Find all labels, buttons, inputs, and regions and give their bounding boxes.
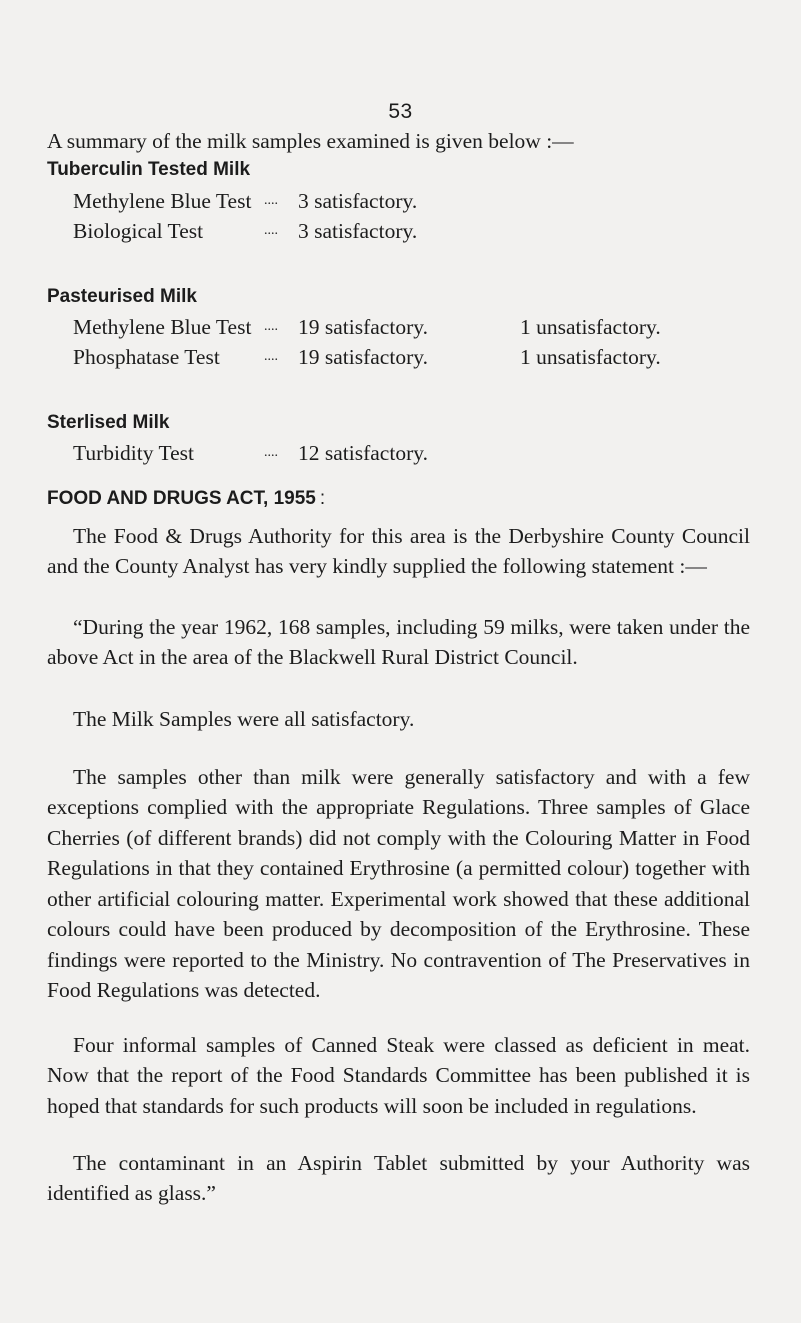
paragraph-aspirin: The contaminant in an Aspirin Tablet submitted by your Authority was identified as glass.” bbox=[47, 1150, 750, 1205]
unsatisfactory-count: 1 unsatisfactory. bbox=[520, 315, 661, 339]
results-row bbox=[0, 312, 801, 342]
leader-dots: .... bbox=[264, 349, 278, 364]
results-row bbox=[0, 342, 801, 372]
section-heading-tuberculin: Tuberculin Tested Milk bbox=[47, 159, 251, 180]
paragraph-canned-steak: Four informal samples of Canned Steak were classed as deficient in meat. Now that the report of the Food Standards Committee has been published it is hoped that standards for such products will soon be included in regulations. bbox=[47, 1032, 750, 1118]
results-row bbox=[0, 216, 801, 246]
test-name: Methylene Blue Test bbox=[73, 315, 252, 339]
intro-text: A summary of the milk samples examined is given below :— bbox=[47, 129, 574, 153]
leader-dots: .... bbox=[264, 319, 278, 334]
act-heading bbox=[47, 486, 325, 512]
page-number: 53 bbox=[388, 100, 413, 123]
section-heading-sterlised: Sterlised Milk bbox=[47, 412, 170, 433]
paragraph-authority: The Food & Drugs Authority for this area is the Derbyshire County Council and the County Analyst has very kindly supplied the following statement :— bbox=[47, 523, 750, 578]
paragraph-milk-samples: The Milk Samples were all satisfactory. bbox=[73, 706, 415, 731]
satisfactory-count: 19 satisfactory. bbox=[298, 345, 428, 369]
test-name: Phosphatase Test bbox=[73, 345, 220, 369]
satisfactory-count: 19 satisfactory. bbox=[298, 315, 428, 339]
leader-dots: .... bbox=[264, 193, 278, 208]
paragraph-other-samples: The samples other than milk were generally satisfactory and with a few exceptions complied with the appropriate Regulations. Three samples of Glace Cherries (of different brands) did not comply with the Colouring Matter in Food Regulations in that they contained Erythrosine (a permitted colour) together with other artificial colouring matter. Experimental work showed that these additional colours could have been produced by decomposition of the Erythrosine. These findings were reported to the Ministry. No contravention of The Preservatives in Food Regulations was detected. bbox=[47, 764, 750, 1002]
unsatisfactory-count: 1 unsatisfactory. bbox=[520, 345, 661, 369]
section-heading-pasteurised: Pasteurised Milk bbox=[47, 286, 197, 307]
satisfactory-count: 12 satisfactory. bbox=[298, 441, 428, 465]
paragraph-statement-opening: “During the year 1962, 168 samples, including 59 milks, were taken under the above Act in the area of the Blackwell Rural District Council. bbox=[47, 614, 750, 669]
act-heading-text: FOOD AND DRUGS ACT, 1955 bbox=[47, 488, 316, 509]
test-name: Methylene Blue Test bbox=[73, 189, 252, 213]
leader-dots: .... bbox=[264, 223, 278, 238]
leader-dots: .... bbox=[264, 445, 278, 460]
results-row bbox=[0, 438, 801, 468]
results-row bbox=[0, 186, 801, 216]
test-name: Turbidity Test bbox=[73, 441, 194, 465]
satisfactory-count: 3 satisfactory. bbox=[298, 189, 418, 213]
act-heading-colon: : bbox=[319, 488, 326, 509]
test-name: Biological Test bbox=[73, 219, 204, 243]
satisfactory-count: 3 satisfactory. bbox=[298, 219, 418, 243]
